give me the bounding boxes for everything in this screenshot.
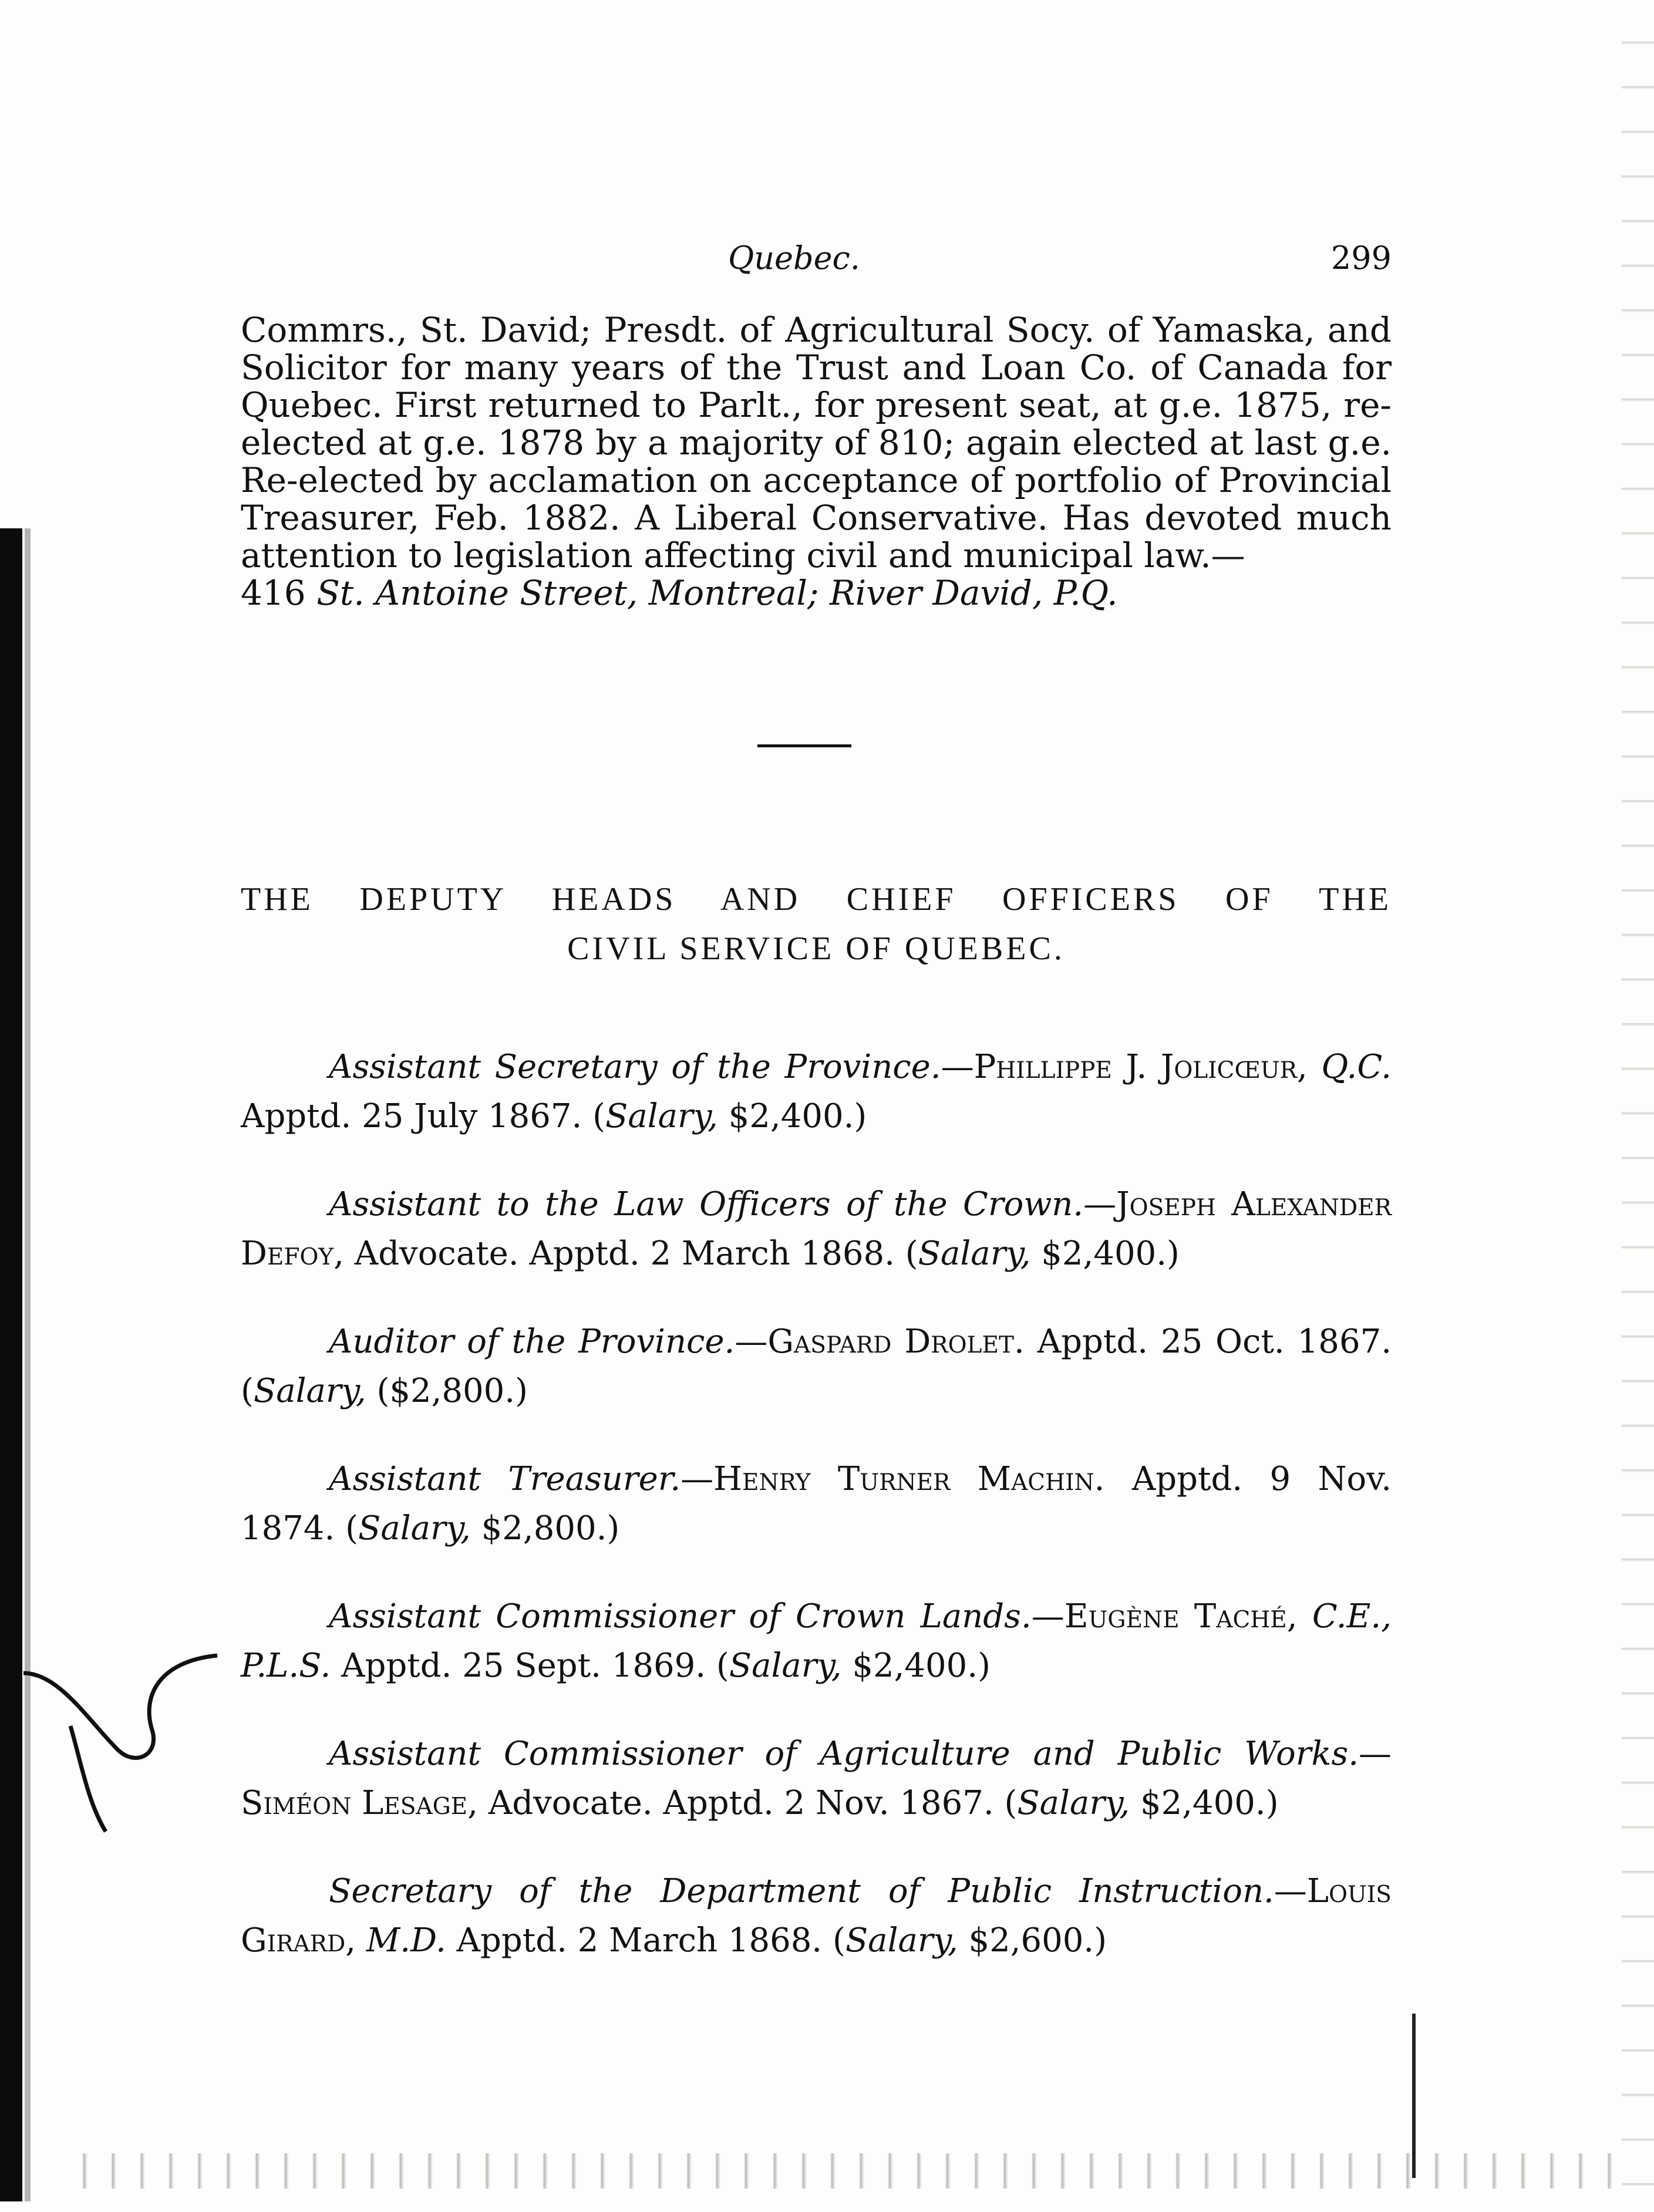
margin-scan-line bbox=[1412, 2014, 1416, 2178]
section-divider bbox=[757, 744, 851, 747]
office-title: Assistant Secretary of the Province. bbox=[329, 1048, 941, 1086]
salary-amount: ($2,800.) bbox=[376, 1372, 528, 1410]
salary-label: Salary, bbox=[253, 1372, 366, 1410]
officer-name: —Henry Turner Machin. bbox=[681, 1460, 1105, 1498]
paragraph-text: Commrs., St. David; Presdt. of Agricultural Socy. of Yamaska, and Solicitor for many years of the Trust and Loan Co. of Canada for Quebec. First returned to Parlt., for present seat, at g.e. 1875, re-elected at g.e. 1878 by a majority of 810; again elected at last g.e. Re-elected by acclamation on acceptance of portfolio of Provincial Treasurer, Feb. 1882. A Liberal Conservative. Has devoted much attention to legislation affecting civil and municipal law.— bbox=[241, 310, 1392, 575]
salary-amount: $2,400.) bbox=[728, 1097, 867, 1135]
bottom-edge-noise bbox=[59, 2153, 1615, 2189]
appointment-details: Apptd. 9 Nov. 1874. bbox=[241, 1460, 1392, 1547]
salary-label: Salary, bbox=[918, 1235, 1031, 1273]
salary-open: ( bbox=[592, 1097, 605, 1135]
salary-label: Salary, bbox=[729, 1647, 842, 1685]
officer-entry bbox=[241, 1317, 1392, 1416]
salary-open: ( bbox=[716, 1647, 729, 1685]
page-number: 299 bbox=[1330, 240, 1392, 276]
officer-name: —Phillippe J. Jolicœur, bbox=[941, 1048, 1308, 1086]
office-title: Assistant Treasurer. bbox=[329, 1460, 681, 1498]
section-title-line-1: THE DEPUTY HEADS AND CHIEF OFFICERS OF THE bbox=[241, 881, 1392, 918]
salary-amount: $2,400.) bbox=[1041, 1235, 1180, 1273]
officer-entry bbox=[241, 1180, 1392, 1279]
salary-amount: $2,400.) bbox=[852, 1647, 991, 1685]
salary-label: Salary, bbox=[1017, 1784, 1130, 1822]
page-edge-noise bbox=[1622, 0, 1654, 2212]
address: St. Antoine Street, Montreal; River David, P.Q. bbox=[316, 573, 1118, 613]
section-title-line-2: CIVIL SERVICE OF QUEBEC. bbox=[567, 930, 1065, 967]
address-number: 416 bbox=[241, 573, 306, 613]
handwritten-pen-mark bbox=[23, 1638, 247, 1837]
salary-open: ( bbox=[905, 1235, 918, 1273]
running-head: Quebec. bbox=[728, 240, 860, 276]
officer-entry bbox=[241, 1043, 1392, 1141]
appointment-details: Advocate. Apptd. 2 March 1868. bbox=[354, 1235, 895, 1273]
officer-entry bbox=[241, 1729, 1392, 1828]
salary-amount: $2,400.) bbox=[1140, 1784, 1279, 1822]
salary-amount: $2,800.) bbox=[481, 1509, 620, 1547]
officer-suffix: M.D. bbox=[366, 1921, 446, 1960]
appointment-details: Apptd. 25 Oct. 1867. bbox=[1037, 1323, 1392, 1361]
appointment-details: Apptd. 2 March 1868. bbox=[456, 1921, 823, 1960]
salary-open: ( bbox=[345, 1509, 358, 1547]
salary-label: Salary, bbox=[358, 1509, 471, 1547]
officer-name: —Eugène Taché, bbox=[1031, 1597, 1298, 1636]
section-title bbox=[241, 875, 1392, 973]
salary-open: ( bbox=[1004, 1784, 1018, 1822]
salary-open: ( bbox=[832, 1921, 845, 1960]
office-title: Secretary of the Department of Public Instruction. bbox=[329, 1872, 1274, 1910]
officer-name: —Joseph Alexander Defoy, bbox=[241, 1185, 1392, 1273]
appointment-details: Advocate. Apptd. 2 Nov. 1867. bbox=[488, 1784, 994, 1822]
officer-suffix: C.E., P.L.S. bbox=[241, 1597, 1392, 1685]
salary-label: Salary, bbox=[605, 1097, 718, 1135]
appointment-details: Apptd. 25 July 1867. bbox=[241, 1097, 582, 1135]
officer-suffix: Q.C. bbox=[1321, 1048, 1392, 1086]
salary-amount: $2,600.) bbox=[968, 1921, 1107, 1960]
appointment-details: Apptd. 25 Sept. 1869. bbox=[341, 1647, 706, 1685]
office-title: Assistant Commissioner of Agriculture and Public Works. bbox=[329, 1735, 1359, 1773]
salary-label: Salary, bbox=[845, 1921, 958, 1960]
officer-name: —Gaspard Drolet. bbox=[735, 1323, 1025, 1361]
salary-open: ( bbox=[241, 1372, 254, 1410]
officer-entry bbox=[241, 1455, 1392, 1553]
officer-entry bbox=[241, 1867, 1392, 1965]
office-title: Assistant Commissioner of Crown Lands. bbox=[329, 1597, 1032, 1636]
officer-entries bbox=[241, 1010, 1392, 2004]
officer-name: —Louis Girard, bbox=[241, 1872, 1392, 1960]
office-title: Assistant to the Law Officers of the Crown. bbox=[329, 1185, 1084, 1223]
office-title: Auditor of the Province. bbox=[329, 1323, 735, 1361]
binding-edge-shadow bbox=[0, 528, 22, 2201]
continued-paragraph bbox=[241, 311, 1392, 612]
officer-entry bbox=[241, 1592, 1392, 1691]
page-header bbox=[241, 240, 1392, 286]
officer-name: —Siméon Lesage, bbox=[241, 1735, 1392, 1822]
